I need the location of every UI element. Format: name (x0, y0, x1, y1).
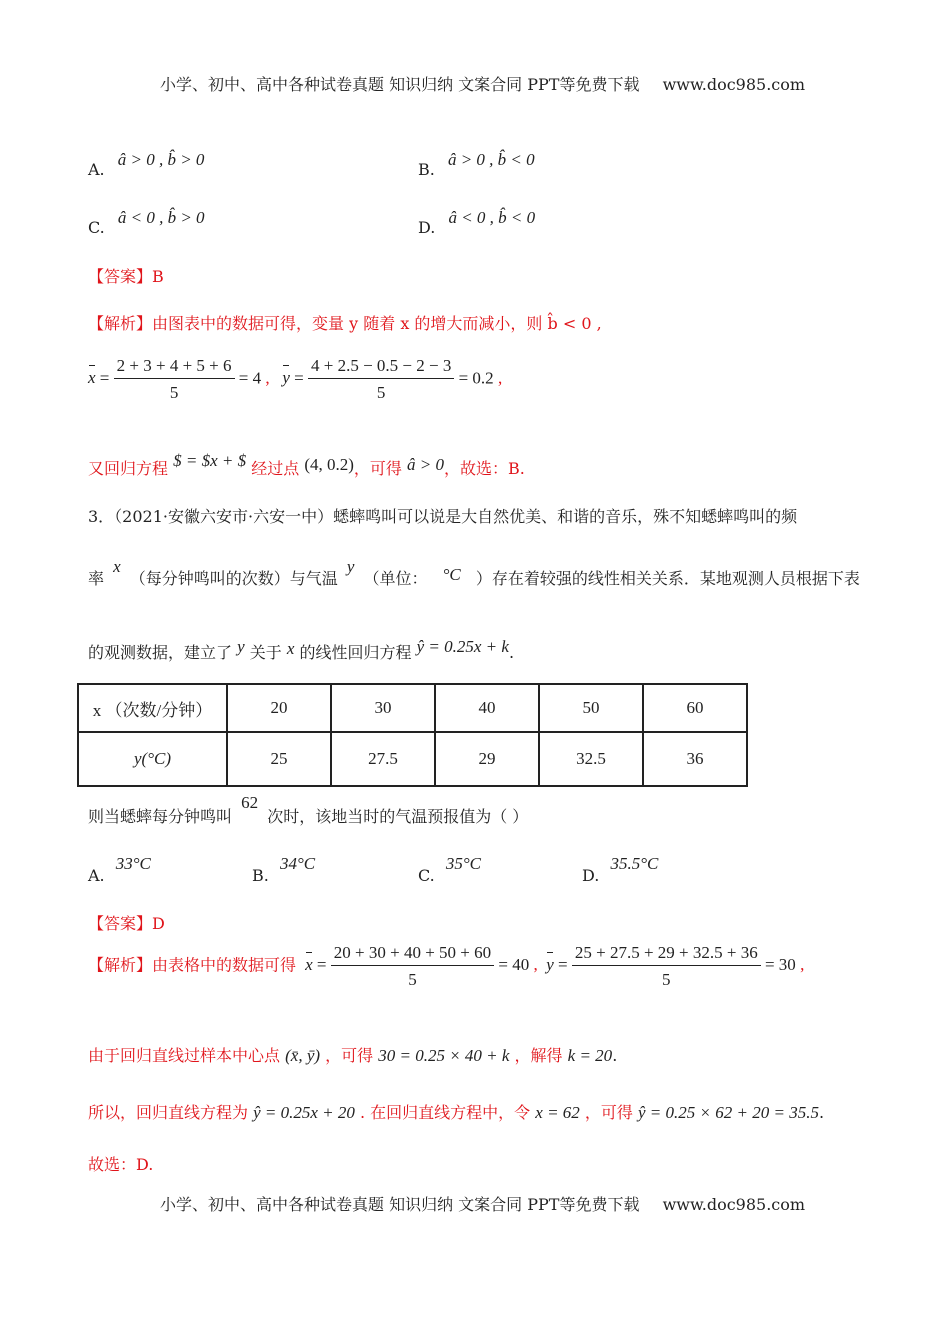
q3-answer: 【答案】D (88, 914, 165, 933)
table-row (78, 684, 747, 732)
q3-option-c: C. 35°C (418, 854, 481, 885)
q3-analysis-line4: 故选：D. (88, 1155, 154, 1174)
q2-means: x = $\frac{2 + 3 + 4 + 5 + 6}{5}$ = 4 , y = $\frac{4 + 2.5 - 0.5 - 2 - 3}{5}$ = 0.2 , (88, 356, 503, 402)
q3-option-a: A. 33°C (88, 854, 151, 885)
q2-analysis-line1: 【解析】由图表中的数据可得，变量 y 随着 x 的增大而减小，则 b̂ < 0 , (88, 314, 602, 333)
q3-stem-line3: 的观测数据，建立了 y 关于 x 的线性回归方程 ŷ = 0.25x + k. (88, 637, 515, 662)
q2-answer: 【答案】B (88, 267, 164, 286)
table-cell: 30 (331, 684, 435, 732)
table-cell: 27.5 (331, 732, 435, 786)
q2-option-a: A. â > 0 , b̂ > 0 (88, 150, 205, 179)
table-row (78, 732, 747, 786)
q3-option-b: B. 34°C (252, 854, 316, 885)
table-cell: 40 (435, 684, 539, 732)
page-header (160, 72, 805, 95)
q3-data-table (77, 683, 748, 787)
page-footer (160, 1192, 805, 1215)
q3-option-d: D. 35.5°C (582, 854, 659, 885)
footer-text: 小学、初中、高中各种试卷真题 知识归纳 文案合同 PPT等免费下载 (160, 1195, 640, 1214)
q3-stem-line2: 率 x （每分钟鸣叫的次数）与气温 y （单位： °C ）存在着较强的线性相关关系．某地观测人员根据下表 (88, 557, 860, 588)
q2-option-b: B. â > 0 , b̂ < 0 (418, 150, 535, 179)
table-cell: 20 (227, 684, 331, 732)
q3-analysis-line3: 所以，回归直线方程为 ŷ = 0.25x + 20 . 在回归直线方程中，令 x = 62 ，可得 ŷ = 0.25 × 62 + 20 = 35.5. (88, 1103, 825, 1122)
q2-analysis-line3: 又回归方程 $ = $x + $ 经过点 (4, 0.2)，可得 â > 0，故选：B. (88, 451, 525, 478)
q3-analysis-line2: 由于回归直线过样本中心点 (x̄, ȳ) ，可得 30 = 0.25 × 40 + k ，解得 k = 20. (88, 1046, 618, 1065)
q3-question: 则当蟋蟀每分钟鸣叫 62 次时，该地当时的气温预报值为（ ） (88, 793, 529, 826)
table-cell: 32.5 (539, 732, 643, 786)
table-cell: 50 (539, 684, 643, 732)
footer-url: www.doc985.com (662, 1195, 806, 1214)
table-cell: 36 (643, 732, 747, 786)
header-text: 小学、初中、高中各种试卷真题 知识归纳 文案合同 PPT等免费下载 (160, 75, 640, 94)
q2-option-c: C. â < 0 , b̂ > 0 (88, 208, 205, 237)
table-cell: 29 (435, 732, 539, 786)
header-url: www.doc985.com (662, 75, 806, 94)
table-row-label: x （次数/分钟） (78, 684, 227, 732)
table-cell: 60 (643, 684, 747, 732)
q3-analysis-line1: 【解析】由表格中的数据可得 x = $\frac{20 + 30 + 40 + 50 + 60}{5}$ = 40 , y = $\frac{25 + 27.5 + 29 + 32.5 + 36}{5}$ = 30 , (88, 943, 805, 989)
q3-stem-line1: 3．（2021·安徽六安市·六安一中）蟋蟀鸣叫可以说是大自然优美、和谐的音乐，殊不知蟋蟀鸣叫的频 (88, 507, 798, 526)
table-row-label: y(°C) (78, 732, 227, 786)
q2-option-d: D. â < 0 , b̂ < 0 (418, 208, 536, 237)
table-cell: 25 (227, 732, 331, 786)
